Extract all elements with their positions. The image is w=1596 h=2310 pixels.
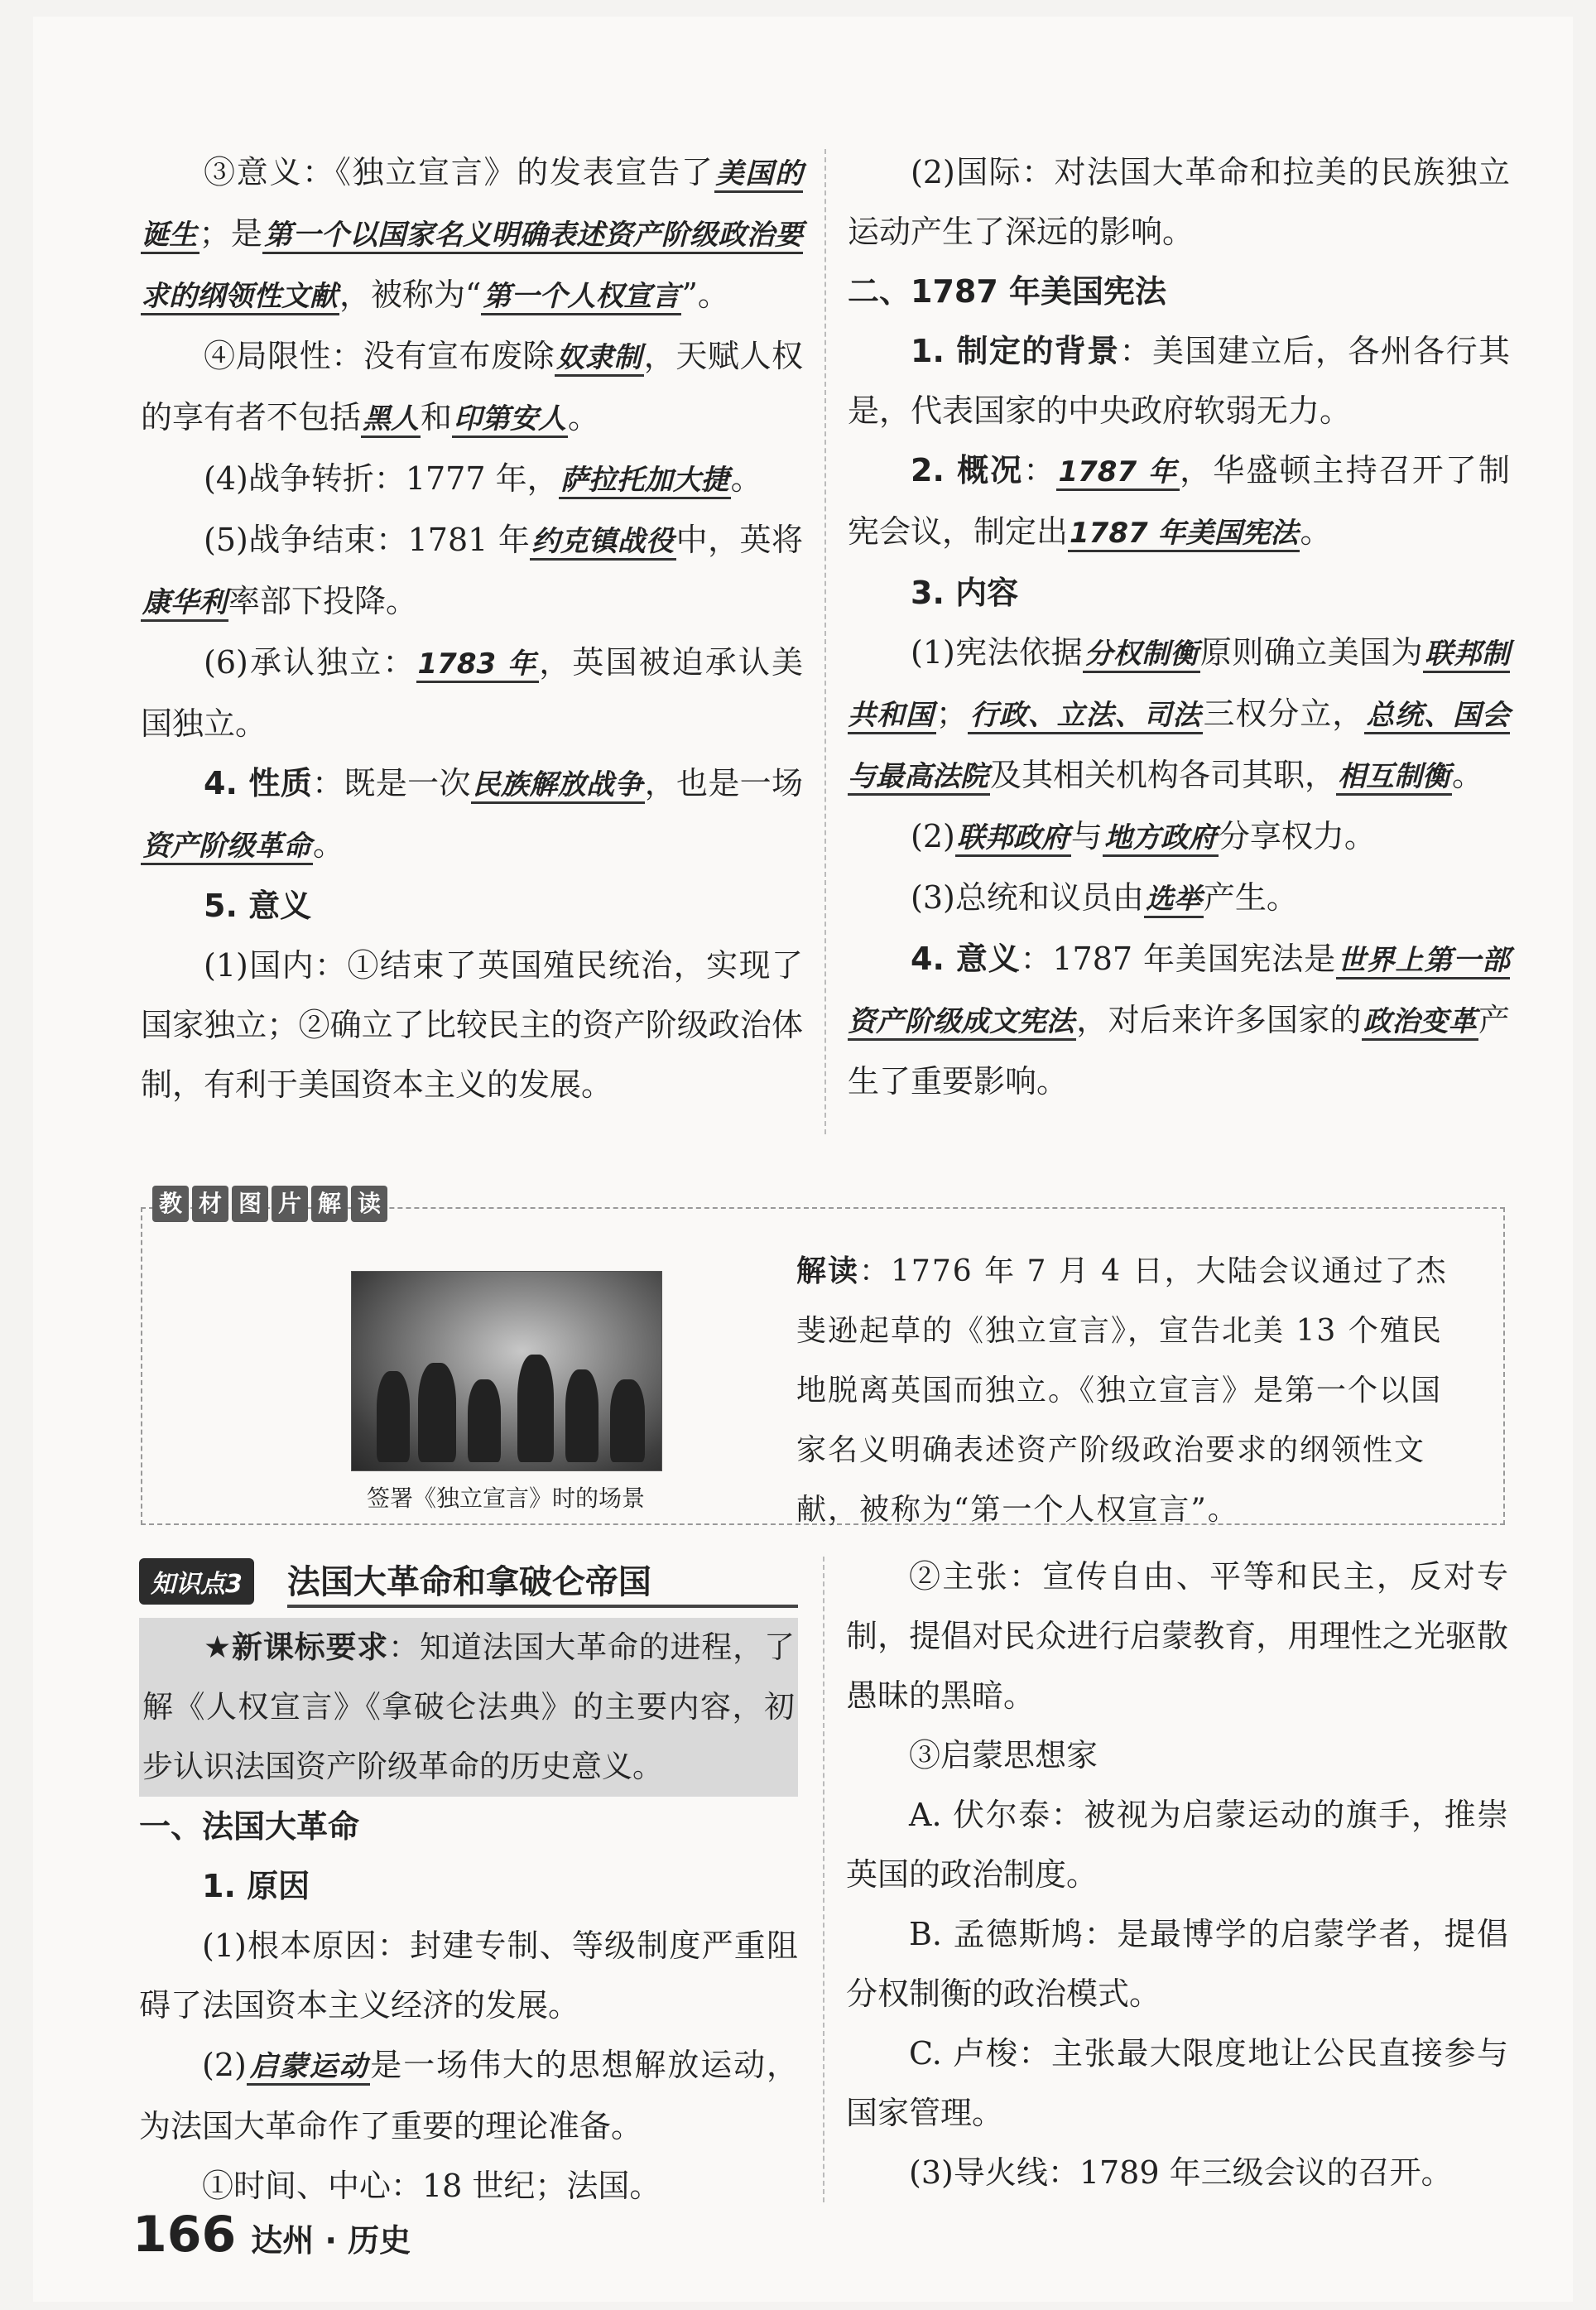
page-number: 166: [132, 2206, 237, 2264]
answer-underline: 约克镇战役: [530, 525, 675, 561]
curriculum-requirement: ★新课标要求：知道法国大革命的进程，了解《人权宣言》《拿破仑法典》的主要内容，初步认识法国资产阶级革命的历史意义。: [139, 1618, 798, 1797]
answer-underline: 联邦政府: [955, 821, 1071, 857]
answer-underline: 启蒙运动: [247, 2050, 370, 2086]
left-column-top: [141, 142, 803, 1114]
paragraph: 4. 意义：1787 年美国宪法是世界上第一部资产阶级成文宪法，对后来许多国家的政治变革产生了重要影响。: [848, 941, 1510, 1100]
answer-underline: 美国的诞生: [141, 157, 803, 254]
paragraph: [848, 563, 1510, 623]
paragraph: 1. 制定的背景：美国建立后，各州各行其是，代表国家的中央政府软弱无力。: [848, 333, 1510, 429]
subheading: 4. 意义: [911, 941, 1021, 977]
paragraph: ②主张：宣传自由、平等和民主，反对专制，提倡对民众进行启蒙教育，用理性之光驱散愚昧的黑暗。: [846, 1558, 1508, 1714]
subheading: 5. 意义: [204, 888, 312, 924]
picture-interpretation-box: [141, 1190, 1505, 1527]
left-column-bottom: [139, 1797, 798, 2216]
requirement-label: ★新课标要求: [204, 1629, 389, 1665]
paragraph: (3)总统和议员由选举产生。: [848, 868, 1510, 929]
interpretation-text: 解读：1776 年 7 月 4 日，大陆会议通过了杰斐逊起草的《独立宣言》，宣告北美 13 个殖民地脱离英国而独立。《独立宣言》是第一个以国家名义明确表述资产阶级政治要求的纲领性文献，被称为“第一个人权宣言”。: [796, 1254, 1448, 1527]
answer-underline: 第一个人权宣言: [481, 280, 681, 315]
paragraph: ③启蒙思想家: [909, 1737, 1098, 1773]
label-char: 读: [351, 1186, 387, 1222]
knowledge-point-title: 法国大革命和拿破仑帝国: [287, 1556, 798, 1608]
subheading: 1. 原因: [202, 1868, 310, 1904]
paragraph: (2)国际：对法国大革命和拉美的民族独立运动产生了深远的影响。: [848, 154, 1510, 250]
paragraph: 4. 性质：既是一次民族解放战争，也是一场资产阶级革命。: [141, 753, 803, 876]
paragraph: ①时间、中心：18 世纪；法国。: [202, 2168, 661, 2204]
answer-underline: 萨拉托加大捷: [559, 464, 731, 499]
paragraph: A. 伏尔泰：被视为启蒙运动的旗手，推崇英国的政治制度。: [846, 1797, 1508, 1893]
label-char: 教: [152, 1186, 189, 1222]
paragraph: (1)宪法依据分权制衡原则确立美国为联邦制共和国；行政、立法、司法三权分立，总统、国会与最高法院及其相关机构各司其职，相互制衡。: [848, 623, 1510, 806]
column-divider: [824, 149, 826, 1134]
label-char: 解: [311, 1186, 348, 1222]
subheading: 3. 内容: [911, 575, 1019, 611]
paragraph: (5)战争结束：1781 年约克镇战役中，英将康华利率部下投降。: [141, 510, 803, 633]
paragraph: (2)联邦政府与地方政府分享权力。: [848, 806, 1510, 868]
paragraph: (2)启蒙运动是一场伟大的思想解放运动，为法国大革命作了重要的理论准备。: [139, 2047, 798, 2144]
answer-underline: 1787 年: [1056, 455, 1180, 491]
answer-underline: 奴隶制: [555, 341, 644, 377]
answer-underline: 选举: [1144, 883, 1204, 918]
book-title: 达州 · 历史: [251, 2222, 411, 2259]
paragraph: ④局限性：没有宣布废除奴隶制，天赋人权的享有者不包括黑人和印第安人。: [141, 326, 803, 449]
answer-underline: 资产阶级革命: [141, 830, 313, 865]
paragraph: B. 孟德斯鸠：是最博学的启蒙学者，提倡分权制衡的政治模式。: [846, 1916, 1508, 2012]
section-heading: 一、法国大革命: [139, 1808, 360, 1845]
label-char: 图: [232, 1186, 268, 1222]
paragraph: (1)根本原因：封建专制、等级制度严重阻碍了法国资本主义经济的发展。: [139, 1927, 798, 2024]
answer-underline: 第一个以国家名义明确表述资产阶级政治要求的纲领性文献: [141, 219, 803, 315]
paragraph: C. 卢梭：主张最大限度地让公民直接参与国家管理。: [846, 2035, 1508, 2131]
paragraph: [141, 876, 803, 936]
paragraph: ③意义：《独立宣言》的发表宣告了美国的诞生；是第一个以国家名义明确表述资产阶级政治要求的纲领性文献，被称为“第一个人权宣言”。: [141, 142, 803, 326]
answer-underline: 1783 年: [416, 647, 540, 683]
paragraph: 2. 概况：1787 年，华盛顿主持召开了制宪会议，制定出1787 年美国宪法。: [848, 440, 1510, 563]
answer-underline: 分权制衡: [1083, 638, 1200, 673]
paragraph: (1)国内：①结束了英国殖民统治，实现了国家独立；②确立了比较民主的资产阶级政治体制，有利于美国资本主义的发展。: [141, 947, 803, 1103]
subheading: 4. 性质: [204, 765, 313, 801]
column-divider: [823, 1557, 824, 2202]
subheading: 2. 概况: [911, 452, 1024, 488]
answer-underline: 地方政府: [1103, 821, 1219, 857]
subheading: 1. 制定的背景: [911, 333, 1120, 369]
paragraph: (4)战争转折：1777 年，萨拉托加大捷。: [141, 449, 803, 510]
photo-caption: 签署《独立宣言》时的场景: [366, 1485, 645, 1512]
answer-underline: 政治变革: [1362, 1005, 1478, 1041]
label-char: 材: [192, 1186, 228, 1222]
answer-underline: 世界上第一部资产阶级成文宪法: [848, 944, 1510, 1041]
answer-underline: 1787 年美国宪法: [1068, 517, 1300, 552]
label-char: 片: [272, 1186, 308, 1222]
answer-underline: 康华利: [141, 586, 228, 622]
answer-underline: 总统、国会与最高法院: [848, 699, 1510, 796]
section-heading: 二、1787 年美国宪法: [848, 273, 1166, 310]
answer-underline: 相互制衡: [1336, 760, 1452, 796]
answer-underline: 民族解放战争: [471, 768, 645, 804]
page-footer: [132, 2206, 411, 2264]
right-column-bottom: [846, 1547, 1508, 2202]
answer-underline: 印第安人: [452, 402, 568, 438]
paragraph: (3)导火线：1789 年三级会议的召开。: [909, 2154, 1453, 2191]
box-label: [152, 1186, 387, 1222]
answer-underline: 联邦制共和国: [848, 638, 1510, 734]
answer-underline: 行政、立法、司法: [968, 699, 1204, 734]
answer-underline: 黑人: [361, 402, 421, 438]
knowledge-point-header: [139, 1557, 798, 1606]
knowledge-point-tag: 知识点3: [139, 1558, 254, 1605]
interpretation-label: 解读: [796, 1254, 860, 1288]
right-column-top: [848, 142, 1510, 1111]
declaration-signing-photo: [351, 1271, 662, 1471]
paragraph: (6)承认独立：1783 年，英国被迫承认美国独立。: [141, 644, 804, 742]
